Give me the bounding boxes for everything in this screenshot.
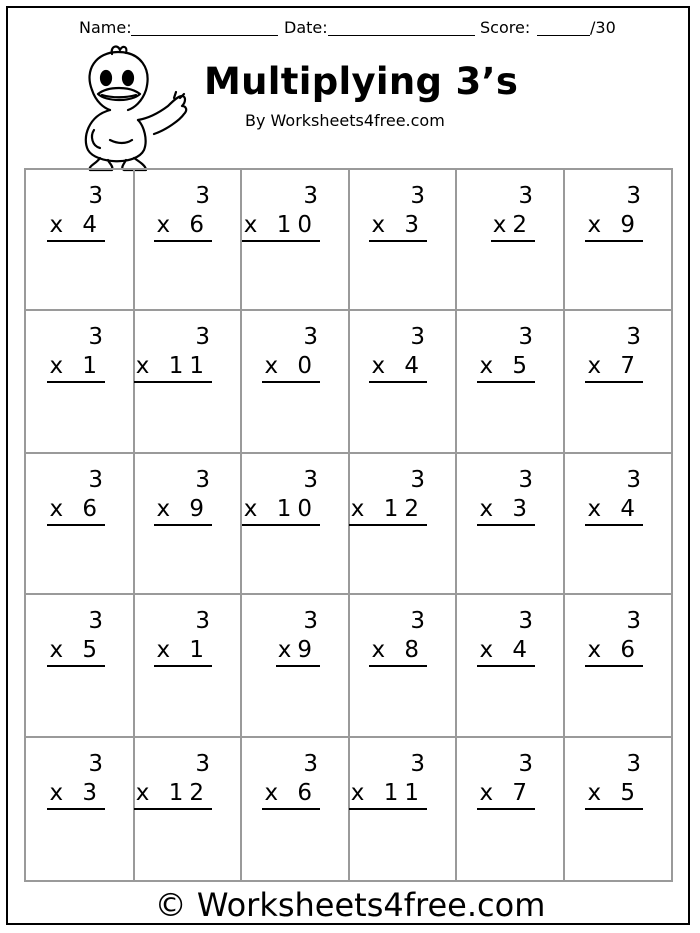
worksheet-title: Multiplying 3’s [204, 60, 519, 103]
multiplier: x 3 [369, 211, 427, 242]
multiplicand: 3 [626, 467, 641, 493]
multiplication-problem [154, 182, 212, 242]
multiplier: x 6 [262, 779, 320, 810]
problem-cell[interactable] [350, 454, 457, 595]
problem-cell[interactable] [350, 311, 457, 454]
multiplier: x 4 [477, 636, 535, 667]
multiplication-problem [276, 607, 320, 667]
multiplicand: 3 [410, 751, 425, 777]
multiplication-problem [262, 750, 320, 810]
multiplier: x 1 [154, 636, 212, 667]
multiplicand: 3 [410, 608, 425, 634]
multiplication-problem [369, 323, 427, 383]
multiplicand: 3 [303, 751, 318, 777]
problem-cell[interactable] [457, 595, 565, 738]
problem-cell[interactable] [242, 738, 350, 880]
multiplicand: 3 [303, 324, 318, 350]
score-label: Score: [480, 18, 531, 37]
multiplier: x 9 [154, 495, 212, 526]
multiplier: x 12 [349, 495, 427, 526]
multiplication-problem [585, 750, 643, 810]
multiplication-problem [477, 466, 535, 526]
multiplication-problem [491, 182, 535, 242]
problem-grid [24, 168, 673, 882]
date-label: Date: [284, 18, 328, 37]
problem-cell[interactable] [350, 738, 457, 880]
multiplication-problem [47, 182, 105, 242]
problem-cell[interactable] [242, 170, 350, 311]
problem-cell[interactable] [26, 454, 135, 595]
problem-cell[interactable] [242, 311, 350, 454]
problem-cell[interactable] [565, 311, 671, 454]
multiplicand: 3 [518, 751, 533, 777]
multiplier: x 1 [47, 352, 105, 383]
problem-cell[interactable] [242, 595, 350, 738]
multiplier: x 10 [242, 211, 320, 242]
multiplicand: 3 [518, 183, 533, 209]
problem-cell[interactable] [135, 738, 242, 880]
multiplier: x9 [276, 636, 320, 667]
multiplicand: 3 [88, 467, 103, 493]
multiplication-problem [242, 182, 320, 242]
multiplication-problem [369, 607, 427, 667]
multiplier: x 0 [262, 352, 320, 383]
multiplication-problem [134, 323, 212, 383]
multiplicand: 3 [518, 608, 533, 634]
problem-cell[interactable] [135, 311, 242, 454]
multiplication-problem [47, 750, 105, 810]
multiplicand: 3 [626, 324, 641, 350]
score-blank[interactable] [537, 35, 590, 36]
multiplier: x 12 [134, 779, 212, 810]
multiplicand: 3 [626, 183, 641, 209]
multiplicand: 3 [410, 324, 425, 350]
problem-cell[interactable] [135, 170, 242, 311]
multiplication-problem [262, 323, 320, 383]
multiplication-problem [585, 182, 643, 242]
problem-cell[interactable] [457, 454, 565, 595]
multiplication-problem [47, 466, 105, 526]
multiplication-problem [585, 323, 643, 383]
multiplicand: 3 [195, 608, 210, 634]
multiplicand: 3 [88, 183, 103, 209]
multiplicand: 3 [195, 467, 210, 493]
problem-cell[interactable] [457, 738, 565, 880]
problem-cell[interactable] [457, 170, 565, 311]
multiplier: x 10 [242, 495, 320, 526]
worksheet-subtitle: By Worksheets4free.com [245, 111, 445, 130]
multiplication-problem [154, 466, 212, 526]
multiplication-problem [369, 182, 427, 242]
problem-cell[interactable] [565, 454, 671, 595]
problem-cell[interactable] [135, 595, 242, 738]
multiplicand: 3 [195, 324, 210, 350]
name-label: Name: [79, 18, 132, 37]
multiplication-problem [585, 466, 643, 526]
problem-cell[interactable] [26, 170, 135, 311]
multiplier: x 11 [134, 352, 212, 383]
multiplier: x 6 [585, 636, 643, 667]
score-total: /30 [590, 18, 616, 37]
multiplicand: 3 [518, 467, 533, 493]
multiplier: x 9 [585, 211, 643, 242]
problem-cell[interactable] [457, 311, 565, 454]
problem-cell[interactable] [26, 738, 135, 880]
multiplication-problem [47, 607, 105, 667]
multiplication-problem [477, 607, 535, 667]
multiplier: x 8 [369, 636, 427, 667]
problem-cell[interactable] [565, 595, 671, 738]
problem-cell[interactable] [565, 738, 671, 880]
multiplicand: 3 [626, 751, 641, 777]
multiplier: x 6 [154, 211, 212, 242]
multiplicand: 3 [88, 608, 103, 634]
multiplier: x 6 [47, 495, 105, 526]
multiplication-problem [477, 323, 535, 383]
problem-cell[interactable] [26, 311, 135, 454]
multiplicand: 3 [410, 183, 425, 209]
problem-cell[interactable] [26, 595, 135, 738]
multiplier: x 3 [47, 779, 105, 810]
multiplication-problem [154, 607, 212, 667]
multiplicand: 3 [410, 467, 425, 493]
copyright-footer: © Worksheets4free.com [154, 886, 546, 924]
multiplicand: 3 [303, 183, 318, 209]
multiplier: x 5 [47, 636, 105, 667]
multiplier: x 4 [585, 495, 643, 526]
multiplier: x 4 [47, 211, 105, 242]
multiplication-problem [242, 466, 320, 526]
multiplicand: 3 [195, 751, 210, 777]
problem-cell[interactable] [135, 454, 242, 595]
multiplication-problem [47, 323, 105, 383]
multiplicand: 3 [626, 608, 641, 634]
multiplication-problem [349, 750, 427, 810]
multiplicand: 3 [303, 467, 318, 493]
multiplication-problem [585, 607, 643, 667]
multiplicand: 3 [195, 183, 210, 209]
multiplier: x 11 [349, 779, 427, 810]
multiplicand: 3 [88, 751, 103, 777]
problem-cell[interactable] [242, 454, 350, 595]
multiplier: x 5 [585, 779, 643, 810]
multiplicand: 3 [303, 608, 318, 634]
multiplier: x2 [491, 211, 535, 242]
student-info-line [0, 18, 700, 42]
multiplication-problem [349, 466, 427, 526]
multiplicand: 3 [518, 324, 533, 350]
problem-cell[interactable] [350, 170, 457, 311]
date-blank[interactable] [328, 35, 475, 36]
multiplicand: 3 [88, 324, 103, 350]
problem-cell[interactable] [350, 595, 457, 738]
duck-waving-icon [74, 40, 194, 172]
problem-cell[interactable] [565, 170, 671, 311]
name-blank[interactable] [131, 35, 278, 36]
multiplier: x 7 [585, 352, 643, 383]
multiplication-problem [134, 750, 212, 810]
multiplication-problem [477, 750, 535, 810]
multiplier: x 3 [477, 495, 535, 526]
multiplier: x 7 [477, 779, 535, 810]
multiplier: x 4 [369, 352, 427, 383]
multiplier: x 5 [477, 352, 535, 383]
